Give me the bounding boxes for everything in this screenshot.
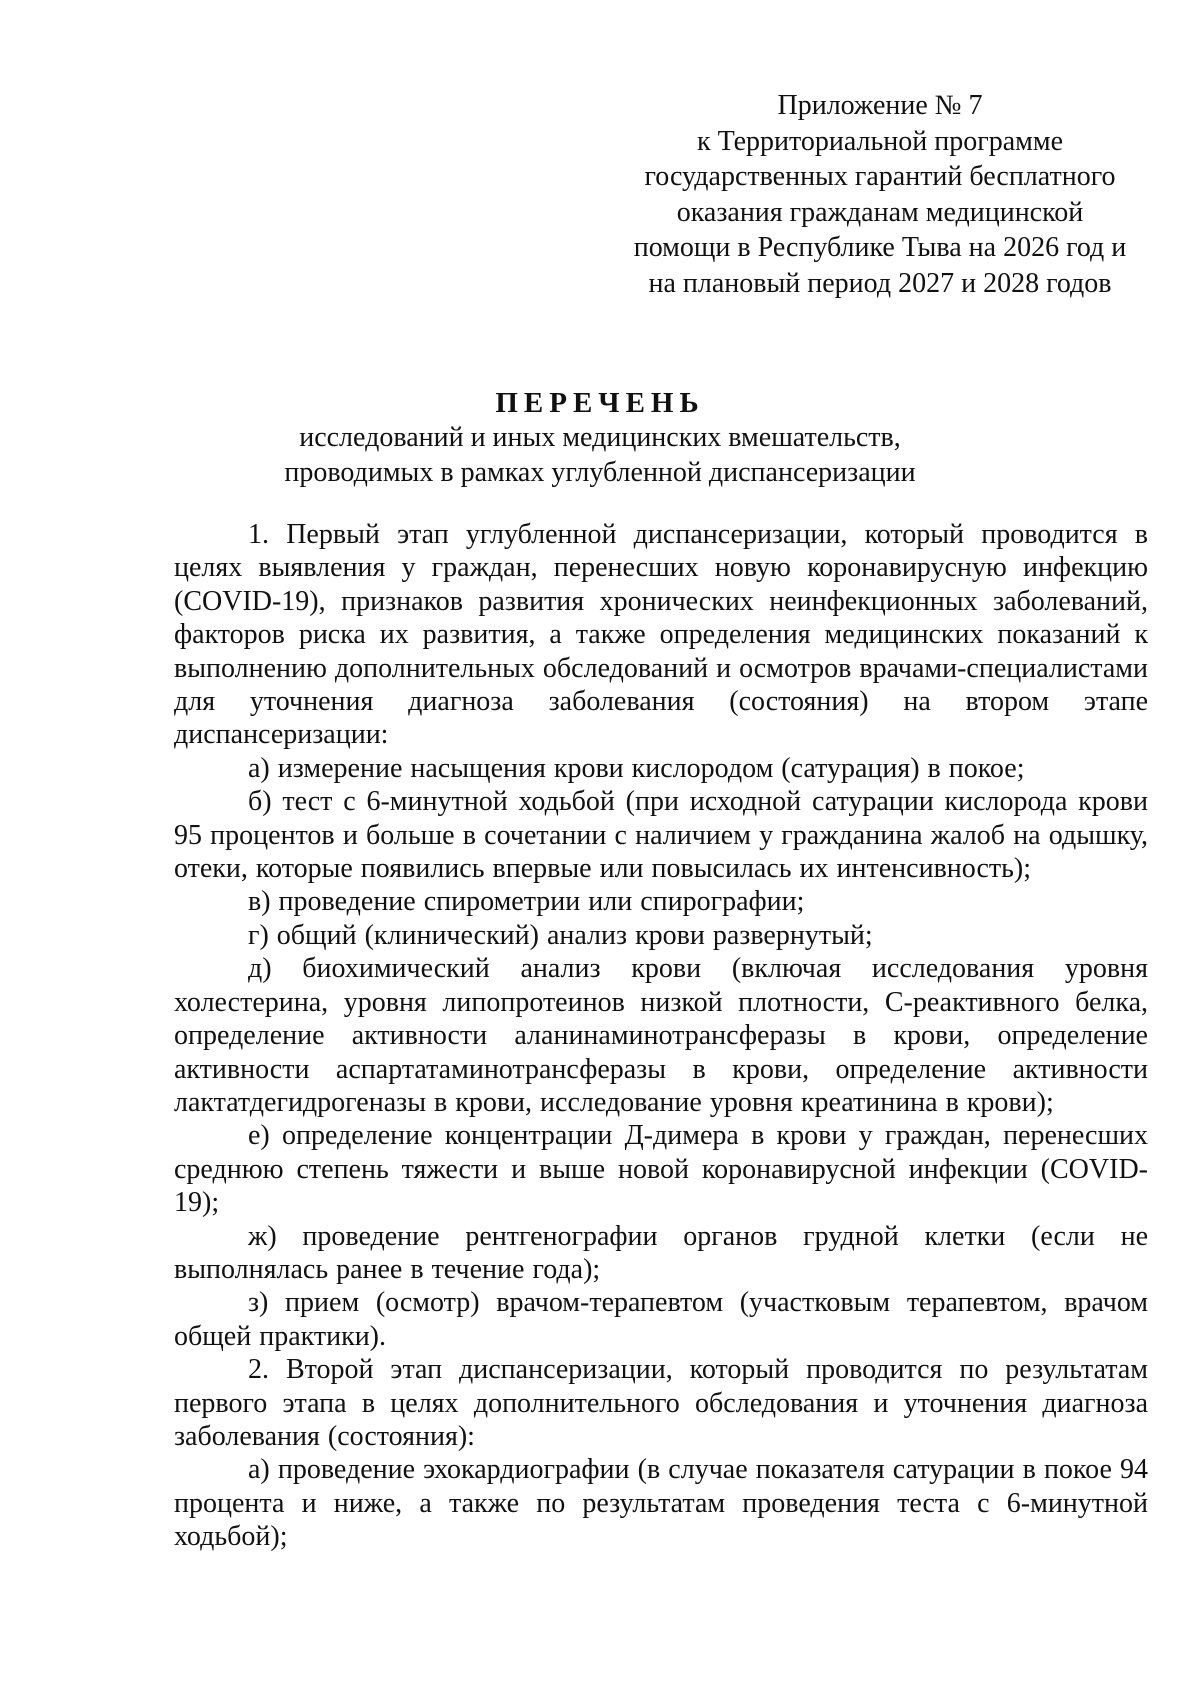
paragraph-stage-2: 2. Второй этап диспансеризации, который проводится по результатам первого этапа в целях дополнительного обследования и уточнения диагноза заболевания (состояния): [174,1354,1148,1452]
appendix-header [600,88,1160,301]
document-title: ПЕРЕЧЕНЬ [495,387,705,419]
list-item-g: г) общий (клинический) анализ крови развернутый; [248,919,873,951]
subtitle-line: исследований и иных медицинских вмешательств, [299,422,901,453]
appendix-line: помощи в Республике Тыва на 2026 год и [633,232,1127,263]
paragraph-stage-1: 1. Первый этап углубленной диспансеризации, который проводится в целях выявления у граждан, перенесших новую коронавирусную инфекцию (COVID-19), признаков развития хронических неинфекционных заболеваний, факторов риска их развития, а также определения медицинских показаний к выполнению дополнительных обследований и осмотров врачами-специалистами для уточнения диагноза заболевания (состояния) на втором этапе диспансеризации: [174,519,1149,751]
list-item-a-stage-2: а) проведение эхокардиографии (в случае показателя сатурации в покое 94 процента и ниже, а также по результатам проведения теста с 6-минутной ходьбой); [174,1454,1148,1553]
document-subtitle [200,420,1000,490]
list-item-v: в) проведение спирометрии или спирографии; [248,886,805,918]
list-item-zh: ж) проведение рентгенографии органов грудной клетки (если не выполнялась ранее в течение года); [174,1220,1148,1285]
appendix-line: к Территориальной программе [696,125,1064,157]
appendix-line: Приложение № 7 [777,90,983,121]
appendix-line: на плановый период 2027 и 2028 годов [648,267,1112,299]
appendix-line: государственных гарантий бесплатного [644,161,1116,192]
list-item-a: а) измерение насыщения крови кислородом (сатурация) в покое; [248,752,1025,784]
appendix-line: оказания гражданам медицинской [676,196,1084,228]
list-item-d: д) биохимический анализ крови (включая исследования уровня холестерина, уровня липопротеинов низкой плотности, С-реактивного белка, определение активности аланинаминотрансферазы в крови, определение активности аспартатаминотрансферазы в крови, определение активности лактатдегидрогеназы в крови, исследование уровня креатинина в крови); [174,953,1148,1118]
subtitle-line: проводимых в рамках углубленной диспансеризации [284,457,916,488]
document-body [174,518,1148,1554]
list-item-b: б) тест с 6-минутной ходьбой (при исходной сатурации кислорода крови 95 процентов и больше в сочетании с наличием у гражданина жалоб на одышку, отеки, которые появились впервые или повысилась их интенсивность); [174,786,1148,885]
list-item-e: е) определение концентрации Д-димера в крови у граждан, перенесших среднюю степень тяжести и выше новой коронавирусной инфекции (COVID-19); [174,1120,1148,1219]
list-item-z: з) прием (осмотр) врачом-терапевтом (участковым терапевтом, врачом общей практики). [174,1287,1148,1352]
